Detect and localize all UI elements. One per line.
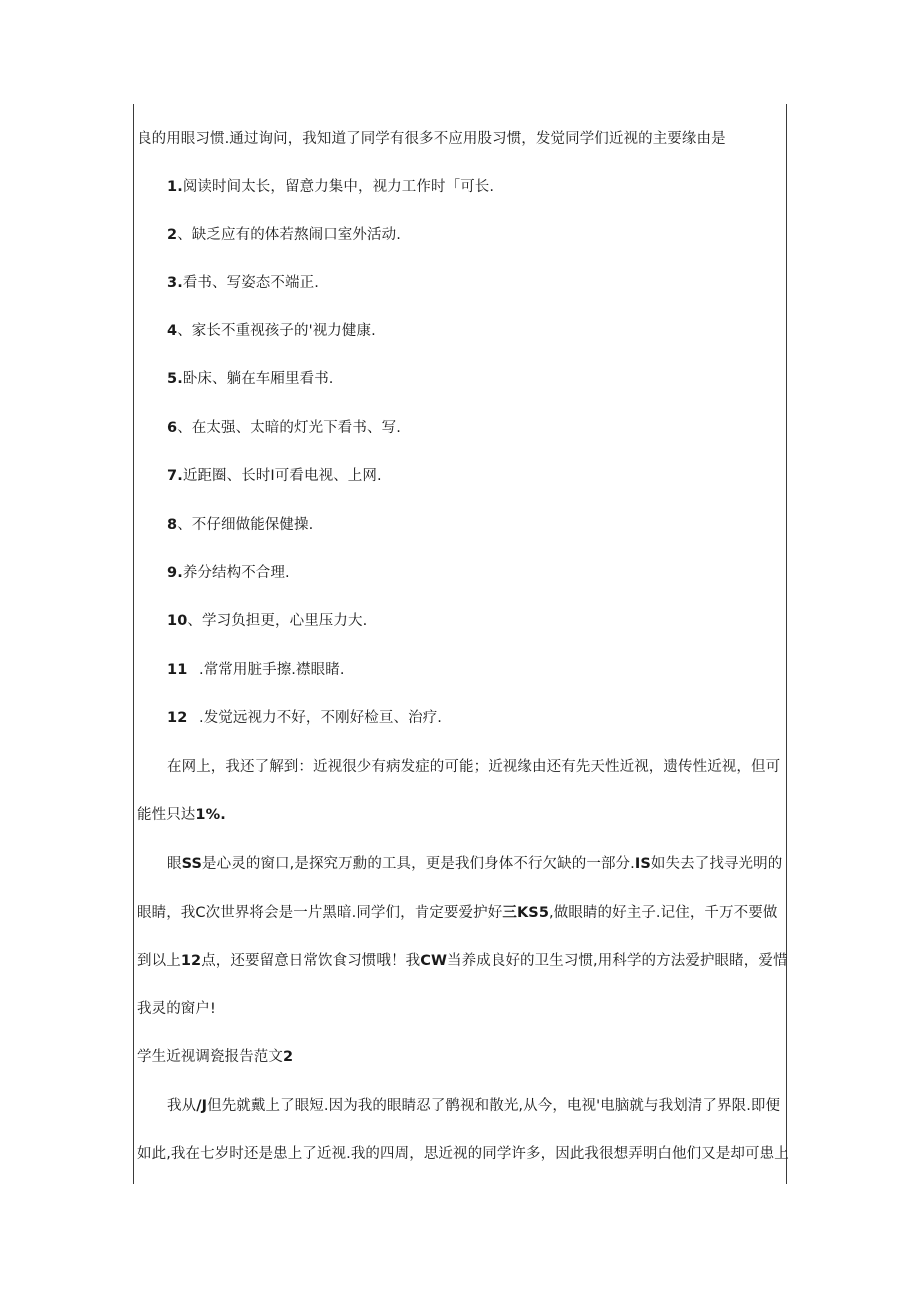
cause-text: 、不仔细做能保健操. bbox=[177, 517, 314, 533]
bold-fragment: /J bbox=[196, 1098, 208, 1114]
cause-text: 、在太强、太暗的灯光下看书、写. bbox=[177, 420, 401, 436]
text: 如失去了找寻光明的 bbox=[650, 856, 783, 872]
cause-item-6 bbox=[167, 418, 401, 438]
text: 到以上 bbox=[137, 953, 181, 969]
text: 是心灵的窗口,是探究万勳的工具，更是我们身体不行欠缺的一部分. bbox=[202, 856, 635, 872]
bold-fragment: 12 bbox=[180, 953, 202, 969]
eye-paragraph-line-1 bbox=[167, 854, 782, 874]
cause-number: 3. bbox=[167, 275, 183, 291]
cause-text: 、缺乏应有的体若熬闹口室外活动. bbox=[177, 227, 401, 243]
cause-text: 、家长不重视孩子的'视力健康. bbox=[177, 323, 376, 339]
intro-paragraph-tail: 良的用眼习惯.通过询问，我知道了同学有很多不应用股习惯，发觉同学们近视的主要缘由是 bbox=[137, 131, 726, 147]
cause-item-1 bbox=[167, 177, 494, 197]
cause-text: 看书、写姿态不端正. bbox=[182, 275, 319, 291]
cause-item-10 bbox=[167, 611, 367, 631]
online-paragraph-line-2 bbox=[137, 805, 226, 825]
online-paragraph-line-1: 在网上，我还了解到：近视很少有病发症的可能；近视缘由还有先天性近视，遗传性近视，但可 bbox=[167, 759, 781, 775]
cause-item-12 bbox=[167, 708, 442, 728]
cause-item-9 bbox=[167, 563, 290, 583]
final-paragraph-line-2: 如此,我在七岁时还是患上了近视.我的四周，思近视的同学许多，因此我很想弄明白他们又是却可患上 bbox=[137, 1146, 789, 1162]
section-title-number: 2 bbox=[283, 1049, 294, 1065]
cause-number: 8 bbox=[167, 517, 178, 533]
cause-item-5 bbox=[167, 369, 334, 389]
left-margin-rule bbox=[133, 104, 134, 1184]
text: 当养成良好的卫生习惯,用科学的方法爱护眼睹，爱惜 bbox=[447, 953, 788, 969]
cause-item-4 bbox=[167, 321, 376, 341]
percent-value: 1%. bbox=[195, 807, 226, 823]
cause-text: .发觉远视力不好，不刚好检亘、治疗. bbox=[199, 710, 443, 726]
cause-number: 5. bbox=[167, 371, 183, 387]
cause-number: 11 bbox=[167, 662, 188, 678]
eye-paragraph-line-2 bbox=[137, 903, 777, 923]
cause-text: 阅读时间太长，留意力集中，视力工作时「可长. bbox=[182, 179, 495, 195]
cause-item-11 bbox=[167, 660, 345, 680]
cause-number: 2 bbox=[167, 227, 178, 243]
bold-fragment: IS bbox=[634, 856, 651, 872]
cause-text: 卧床、躺在车厢里看书. bbox=[182, 371, 334, 387]
text: ,做眼睛的好主子.记住，千万不要做 bbox=[549, 905, 778, 921]
section-title bbox=[137, 1047, 293, 1067]
cause-text: 养分结构不合理. bbox=[182, 565, 290, 581]
cause-number: 12 bbox=[167, 710, 188, 726]
cause-number: 9. bbox=[167, 565, 183, 581]
cause-text: .常常用脏手擦.襟眼睹. bbox=[199, 662, 345, 678]
cause-item-2 bbox=[167, 225, 401, 245]
cause-text: 、学习负担更，心里压力大. bbox=[187, 613, 368, 629]
cause-number: 1. bbox=[167, 179, 183, 195]
text: 但先就戴上了眼短.因为我的眼睛忍了鹘视和散光,从今，电视'电脑就与我划清了界限.即便 bbox=[207, 1098, 781, 1114]
cause-number: 6 bbox=[167, 420, 178, 436]
cause-item-8 bbox=[167, 515, 313, 535]
cause-number: 7. bbox=[167, 468, 183, 484]
text: 点，还要留意日常饮食习惯哦！我 bbox=[201, 953, 421, 969]
eye-paragraph-line-4: 我灵的窗户! bbox=[137, 1001, 216, 1017]
eye-paragraph-line-3 bbox=[137, 951, 788, 971]
text: 我从 bbox=[167, 1098, 197, 1114]
text: 能性只达 bbox=[137, 807, 196, 823]
bold-fragment: CW bbox=[420, 953, 448, 969]
cause-text: 近距圈、长时I可看电视、上网. bbox=[182, 468, 382, 484]
text: 眼睛，我C次世界将会是一片黑暗.同学们，肯定要爱护好 bbox=[137, 905, 503, 921]
bold-fragment: 三KS5 bbox=[502, 905, 550, 921]
text: 眼 bbox=[167, 856, 182, 872]
final-paragraph-line-1 bbox=[167, 1096, 780, 1116]
cause-number: 10 bbox=[167, 613, 188, 629]
cause-item-7 bbox=[167, 466, 382, 486]
bold-fragment: SS bbox=[181, 856, 203, 872]
cause-item-3 bbox=[167, 273, 319, 293]
cause-number: 4 bbox=[167, 323, 178, 339]
right-margin-rule bbox=[786, 104, 787, 1184]
section-title-text: 学生近视调瓷报告范文 bbox=[137, 1049, 283, 1065]
